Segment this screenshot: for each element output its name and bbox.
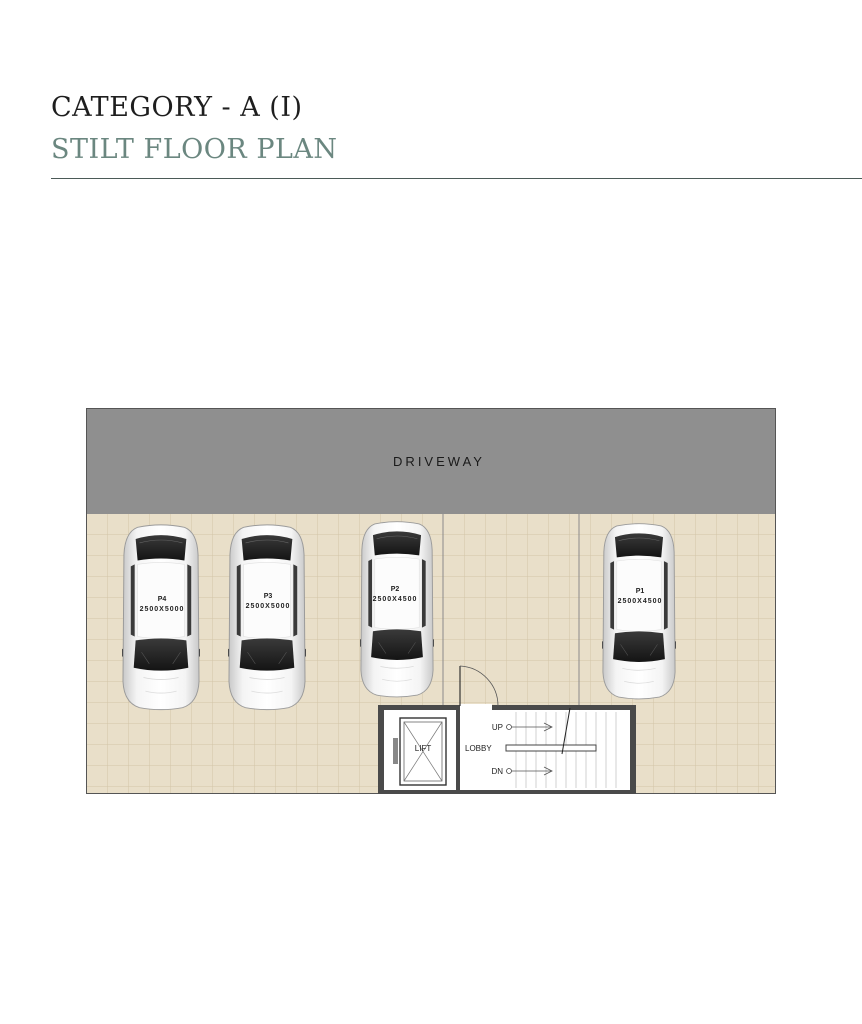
car-p4-icon: [118, 525, 204, 710]
stair-down-label: DN: [491, 767, 503, 776]
lobby-label: LOBBY: [465, 744, 492, 753]
header-divider: [51, 178, 862, 179]
bay-size: 2500X5000: [139, 606, 185, 613]
parking-bay-p2: [356, 522, 437, 697]
bay-id: P1: [635, 588, 645, 595]
car-p1-icon: [598, 524, 679, 699]
stilt-floor-plan: [86, 408, 776, 794]
car-p2-icon: [356, 522, 437, 697]
car-p3-icon: [224, 525, 310, 710]
driveway-label: DRIVEWAY: [393, 454, 485, 469]
stair-up-label: UP: [491, 723, 503, 732]
page-subtitle: STILT FLOOR PLAN: [51, 134, 338, 165]
bay-size: 2500X5000: [245, 603, 291, 610]
parking-bay-p3: [224, 525, 310, 710]
stair-centre-wall: [506, 745, 596, 751]
floor-plan-drawing: [86, 408, 776, 794]
parking-bay-p1: [598, 524, 679, 699]
bay-id: P2: [390, 586, 400, 593]
bay-id: P4: [157, 596, 167, 603]
lift-label: LIFT: [414, 744, 432, 753]
parking-bay-p4: [118, 525, 204, 710]
bay-id: P3: [263, 593, 273, 600]
page-title: CATEGORY - A (I): [51, 92, 303, 123]
bay-size: 2500X4500: [617, 598, 663, 605]
bay-size: 2500X4500: [372, 596, 418, 603]
